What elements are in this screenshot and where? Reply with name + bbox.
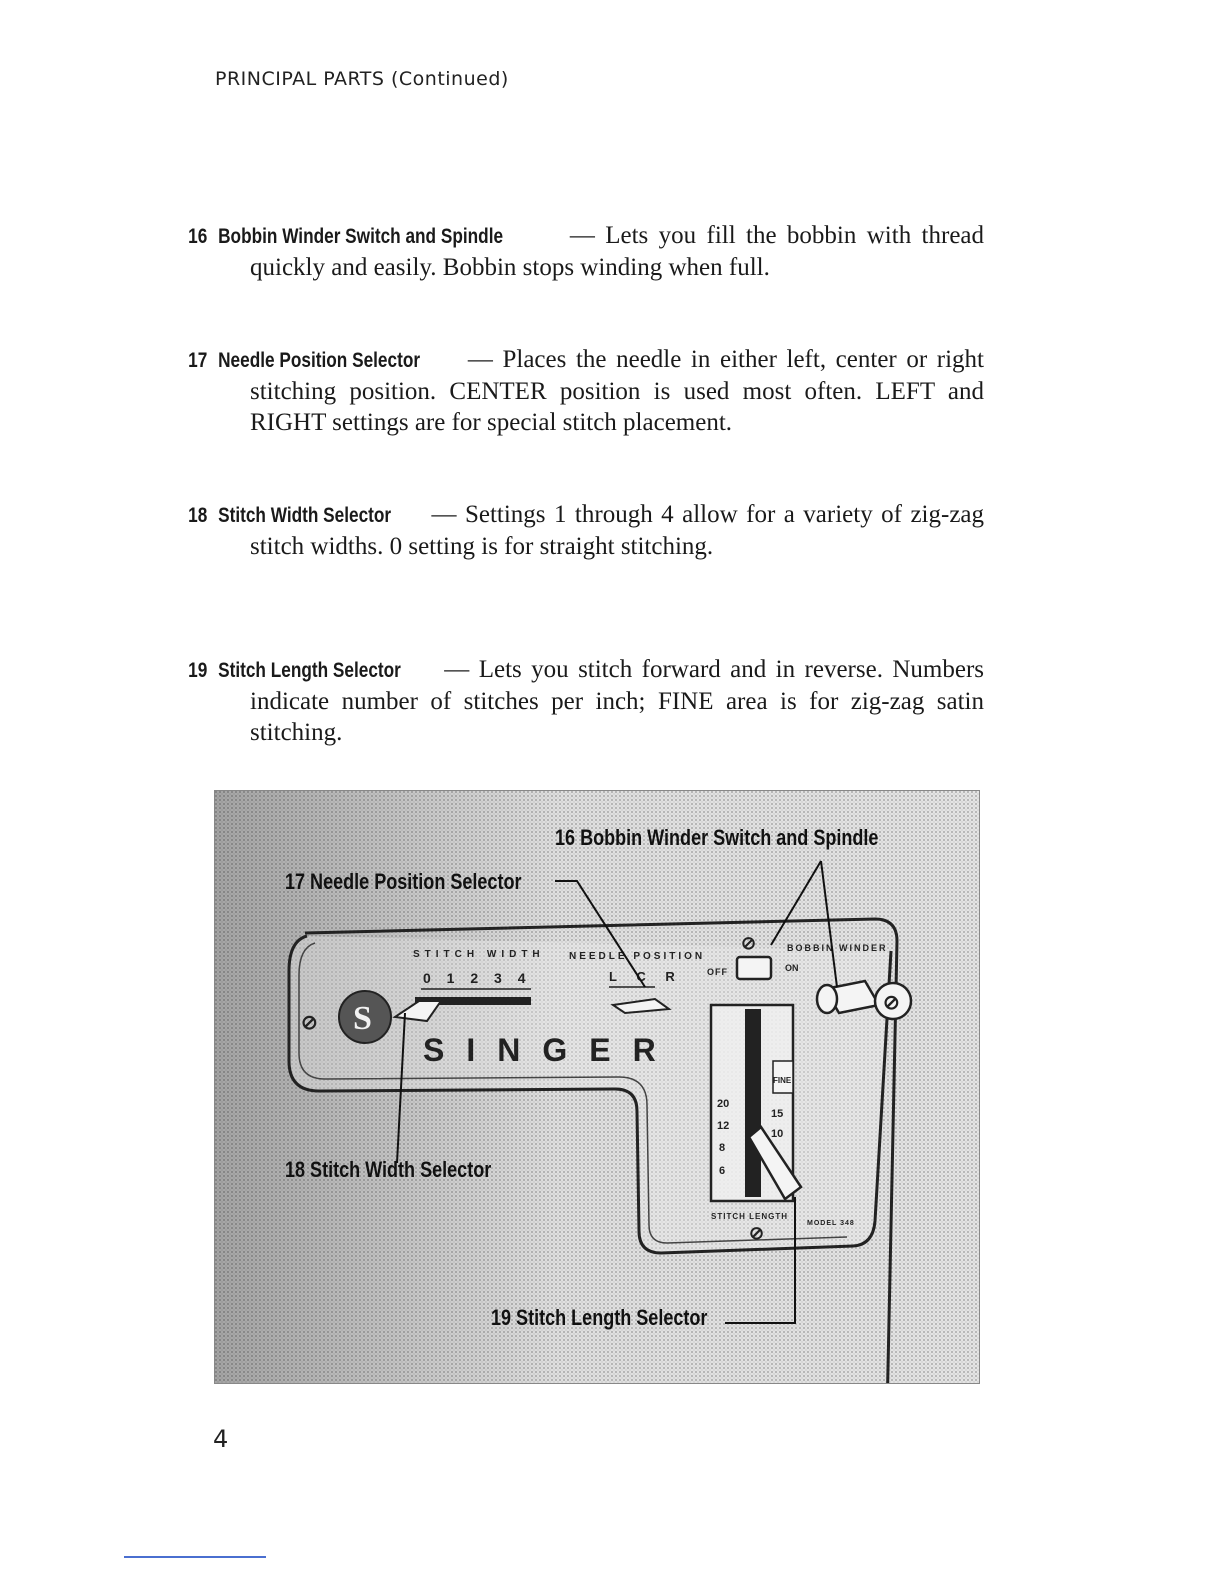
svg-text:⊘: ⊘ [883, 992, 900, 1014]
item-text: Lets you fill the bobbin with thread quickly and easily. Bobbin stops winding when full. [250, 222, 985, 281]
item-number: 17 [188, 349, 208, 372]
item-text: Lets you stitch forward and in reverse. Numbers indicate number of stitches per inch; FINE area is for zig-zag satin stitching. [250, 656, 985, 746]
page-header: PRINCIPAL PARTS (Continued) [215, 68, 509, 90]
item-term: Needle Position Selector [218, 349, 421, 372]
length-number-8: 8 [719, 1142, 726, 1154]
stitch-length-label: STITCH LENGTH [711, 1212, 788, 1221]
needle-position-label: NEEDLE POSITION [569, 951, 706, 962]
item-number: 19 [188, 659, 208, 682]
item-19 [188, 654, 985, 748]
label-stitch-width: 18 Stitch Width Selector [285, 1158, 492, 1183]
item-16 [188, 220, 985, 283]
item-term: Bobbin Winder Switch and Spindle [218, 225, 504, 248]
label-needle-position: 17 Needle Position Selector [285, 870, 522, 895]
item-17 [188, 344, 984, 438]
item-dash: — [467, 346, 493, 373]
model-label: MODEL 348 [807, 1220, 855, 1227]
length-number-6: 6 [719, 1165, 726, 1177]
length-number-15: 15 [771, 1108, 784, 1120]
length-number-12: 12 [717, 1120, 730, 1132]
brand-name: SINGER [423, 1032, 678, 1068]
label-bobbin-winder: 16 Bobbin Winder Switch and Spindle [555, 826, 879, 851]
item-18 [188, 499, 985, 562]
item-dash: — [569, 222, 595, 249]
item-dash: — [444, 656, 470, 683]
bobbin-o-symbol: ⊘ [741, 933, 757, 953]
length-number-20: 20 [717, 1098, 730, 1110]
fine-label: FINE [773, 1076, 792, 1085]
item-text: Places the needle in either left, center or right stitching position. CENTER position is used most often. LEFT and RIGHT settings are for special stitch placement. [250, 346, 984, 436]
needle-position-scale: L C R [609, 969, 683, 984]
item-text: Settings 1 through 4 allow for a variety of zig-zag stitch widths. 0 setting is for straight stitching. [250, 501, 985, 560]
length-o-symbol: ⊘ [749, 1223, 765, 1243]
item-term: Stitch Width Selector [218, 504, 392, 527]
control-panel-illustration [215, 791, 979, 1383]
item-dash: — [431, 501, 457, 528]
o-symbol: ⊘ [301, 1012, 318, 1034]
bobbin-off-label: OFF [707, 967, 728, 977]
singer-logo-letter: S [353, 1000, 372, 1037]
stitch-width-scale: 0 1 2 3 4 [423, 970, 532, 986]
control-panel-figure [214, 790, 980, 1384]
footer-rule [124, 1556, 266, 1558]
label-stitch-length: 19 Stitch Length Selector [491, 1306, 708, 1331]
bobbin-winder-label: BOBBIN WINDER [787, 943, 888, 953]
length-number-10: 10 [771, 1128, 784, 1140]
item-term: Stitch Length Selector [218, 659, 401, 682]
item-number: 18 [188, 504, 208, 527]
page-number: 4 [213, 1425, 229, 1453]
bobbin-winder-switch[interactable] [737, 957, 771, 979]
stitch-width-label: STITCH WIDTH [413, 949, 545, 960]
item-number: 16 [188, 225, 208, 248]
bobbin-on-label: ON [785, 963, 799, 973]
